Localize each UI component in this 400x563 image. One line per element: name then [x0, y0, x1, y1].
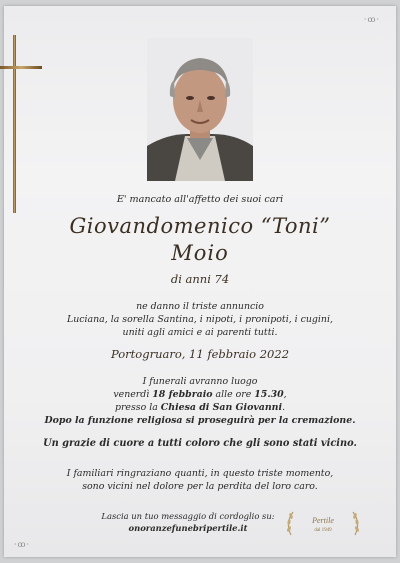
funeral-line-3: presso la Chiesa di San Giovanni.: [114, 402, 286, 413]
announcement-line: Luciana, la sorella Santina, i nipoti, i pronipoti, i cugini,: [67, 314, 333, 325]
funeral-line-2: venerdì 18 febbraio alle ore 15.30,: [113, 389, 287, 400]
portrait-icon: [147, 38, 253, 181]
deceased-age: di anni 74: [170, 272, 230, 286]
announcement-block: [0, 300, 400, 339]
logo-name: Pertile: [312, 516, 334, 525]
funeral-line-4: Dopo la funzione religiosa si proseguirà per la cremazione.: [44, 415, 356, 426]
intro-line: E' mancato all'affetto dei suoi cari: [116, 194, 284, 205]
corner-ornament-icon: ·ꝏ·: [363, 15, 380, 24]
funeral-home-logo: [283, 507, 363, 540]
funeral-line-1: I funerali avranno luogo: [142, 376, 258, 387]
deceased-surname: Moio: [171, 241, 229, 265]
announcement-line: uniti agli amici e ai parenti tutti.: [122, 327, 278, 338]
condolence-label: Lascia un tuo messaggio di cordoglio su:: [101, 511, 275, 521]
cross-icon: [0, 30, 50, 215]
deceased-name: Giovandomenico “Toni”: [69, 214, 331, 238]
place-date: Portogruaro, 11 febbraio 2022: [110, 347, 290, 361]
condolence-website-link[interactable]: onoranzefunebripertile.it: [128, 523, 248, 533]
condolence-info: [88, 510, 288, 534]
thanks-line: Un grazie di cuore a tutti coloro che gli sono stati vicino.: [43, 438, 357, 449]
logo-since: dal 1949: [314, 528, 332, 533]
announcement-line: ne danno il triste annuncio: [136, 301, 264, 312]
corner-ornament-icon: ·ꝏ·: [14, 540, 31, 549]
funeral-details: [0, 375, 400, 427]
family-line: I familiari ringraziano quanti, in questo triste momento,: [66, 468, 334, 479]
family-message: [0, 467, 400, 493]
portrait-photo: [147, 38, 253, 181]
family-line: sono vicini nel dolore per la perdita del loro caro.: [82, 481, 318, 492]
